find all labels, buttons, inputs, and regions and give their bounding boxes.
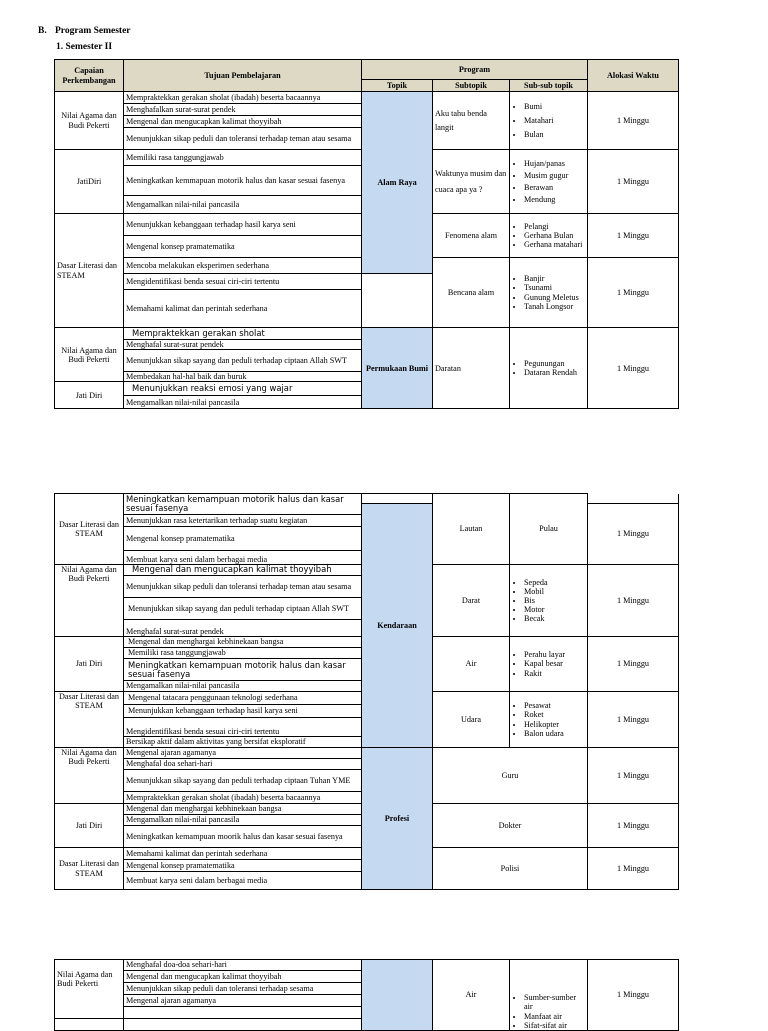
capaian-cell: Nilai Agama dan Budi Pekerti: [55, 92, 124, 150]
tujuan-cell: Mengenal ajaran agamanya: [124, 995, 362, 1007]
tujuan-cell: Meningkatkan kemampuan moorik halus dan kasar sesuai fasenya: [124, 826, 362, 848]
alokasi-cell: 1 Minggu: [588, 258, 679, 328]
list-item: • Bis: [524, 596, 585, 605]
capaian-cell: Jati Diri: [55, 637, 124, 692]
topik-cell: [362, 960, 433, 1031]
header-alokasi: Alokasi Waktu: [588, 60, 679, 92]
tujuan-cell: Mengenal ajaran agamanya: [124, 748, 362, 759]
tujuan-cell: Mengenal konsep pramatematika: [124, 860, 362, 872]
subsub-cell: [510, 960, 588, 1031]
tujuan-cell: Menghafal surat-surat pendek: [124, 340, 362, 350]
topik-cell-empty: [362, 494, 433, 504]
subsub-cell: Pulau: [510, 494, 588, 565]
list-item: • Mobil: [524, 587, 585, 596]
tujuan-cell: Membuat karya seni dalam berbagai media: [124, 872, 362, 890]
profesi-cell: Polisi: [433, 848, 588, 890]
list-item: • Gunung Meletus: [524, 293, 585, 302]
tujuan-cell: Mempraktekkan gerakan sholat: [124, 328, 362, 340]
capaian-cell: Nilai Agama dan Budi Pekerti: [55, 328, 124, 382]
header-program: Program: [362, 60, 588, 80]
subtopik-cell: Air: [433, 637, 510, 692]
section-title: Program Semester: [55, 26, 131, 36]
subtopik-cell: Fenomena alam: [433, 214, 510, 258]
program-table-3: [54, 959, 679, 1031]
subtopik-cell: Aku tahu benda langit: [433, 92, 510, 150]
tujuan-cell: Menghafal doa-doa sehari-hari: [124, 960, 362, 971]
list-item: • Sifat-sifat air: [524, 1021, 585, 1030]
tujuan-cell: Memahami kalimat dan perintah sederhana: [124, 290, 362, 328]
tujuan-cell: Mengenal konsep pramatematika: [124, 527, 362, 551]
list-item: • Berawan: [524, 183, 585, 192]
topik-cell: Profesi: [362, 748, 433, 890]
program-table-2: [54, 493, 679, 890]
list-item: • Pegunungan: [524, 359, 585, 368]
tujuan-cell: Mengenal konsep pramatematika: [124, 236, 362, 258]
list-item: • Banjir: [524, 274, 585, 283]
capaian-cell: Jati Diri: [55, 804, 124, 848]
list-item: • Mendung: [524, 195, 585, 204]
list-item: • Tsunami: [524, 283, 585, 292]
tujuan-cell: Meningkatkan kemampuan motorik halus dan kasar sesuai fasenya: [124, 494, 362, 515]
subtopik-cell: Bencana alam: [433, 258, 510, 328]
semester-title: 1. Semester II: [56, 42, 113, 52]
tujuan-cell: Menunjukkan rasa ketertarikan terhadap suatu kegiatan: [124, 515, 362, 527]
list-item: • Motor: [524, 605, 585, 614]
alokasi-cell-empty: [588, 494, 679, 504]
subtopik-cell: Udara: [433, 692, 510, 748]
list-item: • Helikopter: [524, 720, 585, 729]
tujuan-cell: Mempraktekkan gerakan sholat (ibadah) beserta bacaannya: [124, 792, 362, 804]
capaian-cell: Dasar Literasi dan STEAM: [55, 494, 124, 565]
list-item: • Bulan: [524, 130, 585, 139]
tujuan-cell: Mengidentifikasi benda sesuai ciri-ciri tertentu: [124, 274, 362, 290]
list-item: • Sepeda: [524, 578, 585, 587]
alokasi-cell: 1 Minggu: [588, 214, 679, 258]
tujuan-cell: Mempraktekkan gerakan sholat (ibadah) beserta bacaannya: [124, 92, 362, 104]
list-item: • Bumi: [524, 102, 585, 111]
list-item: • Gerhana Bulan: [524, 231, 585, 240]
list-item: • Musim gugur: [524, 171, 585, 180]
profesi-cell: Guru: [433, 748, 588, 804]
subsub-cell: [510, 692, 588, 748]
capaian-cell: Jati Diri: [55, 382, 124, 409]
subsub-cell: [510, 92, 588, 150]
subtopik-cell: Lautan: [433, 494, 510, 565]
section-letter: B.: [38, 26, 47, 36]
list-item: • Manfaat air: [524, 1012, 585, 1021]
tujuan-cell: Memiliki rasa tanggungjawab: [124, 648, 362, 659]
list-item: • Dataran Rendah: [524, 368, 585, 377]
subsub-cell: [510, 150, 588, 214]
tujuan-cell: Menunjukkan sikap sayang dan peduli terhadap ciptaan Tuhan YME: [124, 770, 362, 792]
tujuan-cell: Mengidentifikasi benda sesuai ciri-ciri tertentu: [124, 718, 362, 737]
list-item: • Kapal besar: [524, 659, 585, 668]
subtopik-cell: Waktunya musim dan cuaca apa ya ?: [433, 150, 510, 214]
tujuan-cell: Memahami kalimat dan perintah sederhana: [124, 848, 362, 860]
subsub-cell: [510, 637, 588, 692]
tujuan-cell: Menghafal surat-surat pendek: [124, 620, 362, 637]
tujuan-cell: Membedakan hal-hal baik dan buruk: [124, 372, 362, 382]
tujuan-cell: Menunjukkan sikap peduli dan toleransi terhadap teman atau sesama: [124, 576, 362, 598]
header-subsub: Sub-sub topik: [510, 80, 588, 92]
capaian-cell-empty: [55, 1019, 124, 1031]
program-table-1: [54, 59, 679, 409]
tujuan-cell: Bersikap aktif dalam aktivitas yang bersifat eksploratif: [124, 737, 362, 748]
tujuan-cell: Menunjukkan sikap peduli dan toleransi terhadap teman atau sesama: [124, 128, 362, 150]
tujuan-cell: Mengamalkan nilai-nilai pancasila: [124, 815, 362, 826]
tujuan-cell: Menunjukkan kebanggaan terhadap hasil karya seni: [124, 214, 362, 236]
list-item: • Roket: [524, 710, 585, 719]
list-item: • Rakit: [524, 669, 585, 678]
tujuan-cell: Menunjukkan reaksi emosi yang wajar: [124, 382, 362, 396]
list-item: • Matahari: [524, 116, 585, 125]
capaian-cell: Dasar Literasi dan STEAM: [55, 692, 124, 748]
subsub-cell: [510, 258, 588, 328]
alokasi-cell: 1 Minggu: [588, 328, 679, 409]
tujuan-cell: Mengenal tatacara penggunaan teknologi sederhana: [124, 692, 362, 705]
tujuan-cell: Mengenal dan menghargai kebhinekaan bangsa: [124, 804, 362, 815]
topik-cell: Permukaan Bumi: [362, 328, 433, 409]
list-item: • Pelangi: [524, 222, 585, 231]
list-item: • Perahu layar: [524, 650, 585, 659]
alokasi-cell: 1 Minggu: [588, 637, 679, 692]
subsub-cell: [510, 328, 588, 409]
subtopik-cell: Daratan: [433, 328, 510, 409]
topik-cell: Kendaraan: [362, 504, 433, 748]
header-tujuan: Tujuan Pembelajaran: [124, 60, 362, 92]
list-item: • Tanah Longsor: [524, 302, 585, 311]
tujuan-cell-empty: [124, 1007, 362, 1019]
list-item: • Balon udara: [524, 729, 585, 738]
tujuan-cell: Membuat karya seni dalam berbagai media: [124, 551, 362, 565]
alokasi-cell: 1 Minggu: [588, 748, 679, 804]
alokasi-cell: 1 Minggu: [588, 848, 679, 890]
tujuan-cell: Mengamalkan nilai-nilai pancasila: [124, 681, 362, 692]
subsub-cell: [510, 214, 588, 258]
header-topik: Topik: [362, 80, 433, 92]
tujuan-cell: Menunjukkan kebanggaan terhadap hasil karya seni: [124, 705, 362, 718]
capaian-cell: Dasar Literasi dan STEAM: [55, 848, 124, 890]
subsub-cell: [510, 565, 588, 637]
subtopik-cell: Darat: [433, 565, 510, 637]
tujuan-cell: Mengenal dan mengucapkan kalimat thoyyibah: [124, 971, 362, 983]
capaian-cell: Nilai Agama dan Budi Pekerti: [55, 960, 124, 1019]
alokasi-cell: 1 Minggu: [588, 692, 679, 748]
list-item: • Hujan/panas: [524, 159, 585, 168]
profesi-cell: Dokter: [433, 804, 588, 848]
alokasi-cell: 1 Minggu: [588, 504, 679, 565]
subtopik-cell: Air: [433, 960, 510, 1031]
alokasi-cell: 1 Minggu: [588, 565, 679, 637]
capaian-cell: Nilai Agama dan Budi Pekerti: [55, 748, 124, 804]
alokasi-cell: 1 Minggu: [588, 150, 679, 214]
tujuan-cell-empty: [124, 1019, 362, 1031]
tujuan-cell: Mengamalkan nilai-nilai pancasila: [124, 396, 362, 409]
tujuan-cell: Menghafal doa sehari-hari: [124, 759, 362, 770]
list-item: • Sumber-sumber air: [524, 993, 585, 1011]
header-capaian: Capaian Perkembangan: [55, 60, 124, 92]
tujuan-cell: Menunjukkan sikap sayang dan peduli terhadap ciptaan Allah SWT: [124, 598, 362, 620]
list-item: • Becak: [524, 614, 585, 623]
tujuan-cell: Meningkatkan kemmapuan motorik halus dan kasar sesuai fasenya: [124, 166, 362, 196]
tujuan-cell: Menunjukkan sikap peduli dan toleransi terhadap sesama: [124, 983, 362, 995]
list-item: • Gerhana matahari: [524, 240, 585, 249]
tujuan-cell: Mengenal dan menghargai kebhinekaan bangsa: [124, 637, 362, 648]
tujuan-cell: Memiliki rasa tanggungjawab: [124, 150, 362, 166]
alokasi-cell: 1 Minggu: [588, 804, 679, 848]
header-subtopik: Subtopik: [433, 80, 510, 92]
topik-cell: Alam Raya: [362, 92, 433, 274]
tujuan-cell: Mencoba melakukan eksperimen sederhana: [124, 258, 362, 274]
tujuan-cell: Menghafalkan surat-surat pendek: [124, 104, 362, 116]
tujuan-cell: Mengamalkan nilai-nilai pancasila: [124, 196, 362, 214]
alokasi-cell: 1 Minggu: [588, 92, 679, 150]
tujuan-cell: Menunjukkan sikap sayang dan peduli terhadap ciptaan Allah SWT: [124, 350, 362, 372]
tujuan-cell: Mengenal dan mengucapkan kalimat thoyyibah: [124, 565, 362, 576]
alokasi-cell: 1 Minggu: [588, 960, 679, 1031]
list-item: • Pesawat: [524, 701, 585, 710]
capaian-cell: Dasar Literasi dan STEAM: [55, 214, 124, 328]
tujuan-cell: Meningkatkan kemampuan motorik halus dan kasar sesuai fasenya: [124, 659, 362, 681]
tujuan-cell: Mengenal dan mengucapkan kalimat thoyyibah: [124, 116, 362, 128]
capaian-cell: JatiDiri: [55, 150, 124, 214]
capaian-cell: Nilai Agama dan Budi Pekerti: [55, 565, 124, 637]
